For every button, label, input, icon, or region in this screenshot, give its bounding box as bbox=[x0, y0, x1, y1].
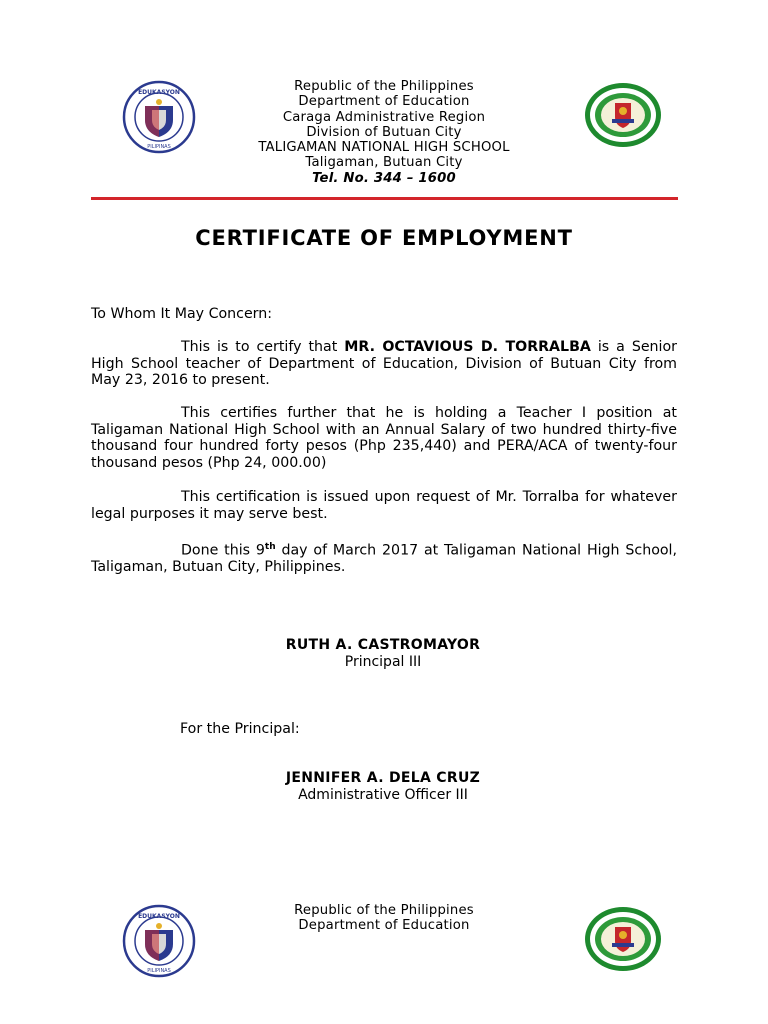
for-the-principal-label: For the Principal: bbox=[180, 721, 300, 737]
header-telephone: Tel. No. 344 – 1600 bbox=[312, 170, 456, 186]
svg-text:EDUKASYON: EDUKASYON bbox=[138, 913, 180, 920]
paragraph-3: This certification is issued upon request of Mr. Torralba for whatever legal purposes it may serve best. bbox=[91, 489, 677, 522]
header-line-address: Taligaman, Butuan City bbox=[305, 155, 463, 171]
paragraph-2: This certifies further that he is holding a Teacher I position at Taligaman National High School with an Annual Salary of two hundred thirty-five thousand four hundred forty pesos (Php 235,440) and PERA/ACA of twenty-four thousand pesos (Php 24, 000.00) bbox=[91, 405, 677, 471]
header-line-division: Division of Butuan City bbox=[306, 124, 462, 140]
header-line-republic: Republic of the Philippines bbox=[294, 79, 474, 94]
header-line-school: TALIGAMAN NATIONAL HIGH SCHOOL bbox=[258, 140, 510, 156]
header-line-deped: Department of Education bbox=[298, 94, 470, 110]
footer-line-deped: Department of Education bbox=[298, 918, 470, 934]
salutation: To Whom It May Concern: bbox=[91, 306, 273, 322]
signatory-1-name: RUTH A. CASTROMAYOR bbox=[285, 637, 481, 653]
paragraph-1-rest: is a Senior High School teacher of Department of Education, Division of Butuan City from May 23, 2016 to present. bbox=[91, 339, 678, 389]
footer-line-republic: Republic of the Philippines bbox=[294, 903, 474, 918]
svg-text:EDUKASYON: EDUKASYON bbox=[138, 89, 180, 96]
paragraph-4-intro: Done this 9 bbox=[181, 542, 265, 559]
svg-text:PILIPINAS: PILIPINAS bbox=[147, 144, 171, 150]
signatory-2-title: Administrative Officer III bbox=[298, 787, 468, 803]
day-ordinal-suffix: th bbox=[264, 542, 276, 552]
paragraph-1-intro: This is to certify that bbox=[181, 339, 345, 355]
employee-name: MR. OCTAVIOUS D. TORRALBA bbox=[344, 339, 591, 355]
signatory-1-title: Principal III bbox=[344, 654, 422, 670]
document-title: CERTIFICATE OF EMPLOYMENT bbox=[195, 226, 573, 250]
svg-text:PILIPINAS: PILIPINAS bbox=[147, 968, 171, 974]
right-seal-logo bbox=[583, 81, 663, 153]
paragraph-1 bbox=[91, 339, 677, 389]
footer-right-seal-logo bbox=[583, 905, 663, 977]
paragraph-4-rest: day of March 2017 at Taligaman National High School, Taligaman, Butuan City, Philippines. bbox=[91, 542, 677, 576]
header-line-region: Caraga Administrative Region bbox=[282, 109, 486, 125]
paragraph-4 bbox=[91, 539, 677, 576]
signatory-2-name: JENNIFER A. DELA CRUZ bbox=[285, 770, 481, 786]
header-divider bbox=[91, 197, 678, 200]
